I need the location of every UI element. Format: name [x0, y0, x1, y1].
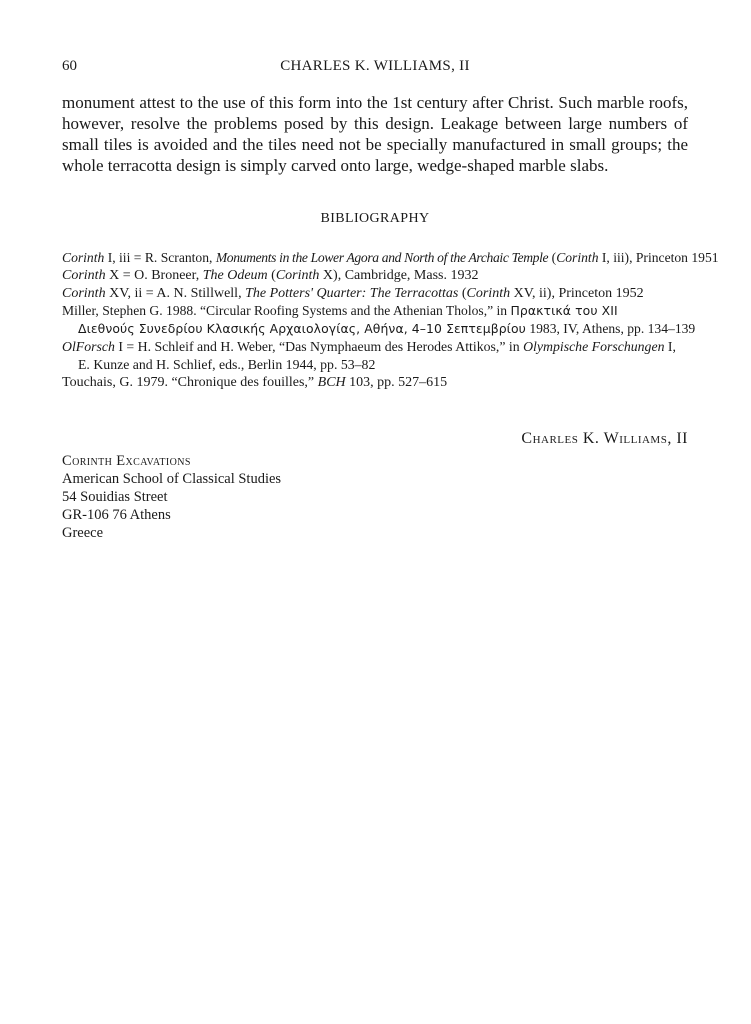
bib-text: Miller, Stephen G. 1988. “Circular Roofing Systems and the Athenian Tholos,” in — [62, 303, 511, 319]
author-signature: Charles K. Williams, II — [521, 430, 688, 447]
bib-continuation — [78, 320, 696, 338]
address-line: American School of Classical Studies — [62, 471, 282, 487]
address-institution: Corinth Excavations — [62, 453, 191, 469]
bib-text: ( — [267, 267, 276, 283]
bib-abbreviation: Corinth — [62, 267, 106, 283]
bib-text: I, iii = R. Scranton, — [104, 250, 216, 265]
bib-abbreviation: Corinth — [62, 285, 106, 301]
bib-greek-title: Πρακτικά του XII — [510, 303, 618, 319]
bib-entry — [62, 374, 692, 392]
bib-abbreviation: Corinth — [62, 250, 105, 265]
bib-text: 1983, IV, Athens, pp. 134–139 — [525, 321, 696, 337]
address-line: GR-106 76 Athens — [62, 507, 171, 523]
bib-text: I, — [664, 338, 676, 354]
bib-title: Olympische Forschungen — [523, 338, 665, 354]
body-paragraph — [62, 92, 688, 176]
bib-greek-title: Διεθνούς Συνεδρίου Κλασικής Αρχαιολογίας, Αθήνα, 4–10 Σεπτεμβρίου — [78, 321, 526, 337]
bib-abbreviation: Corinth — [466, 285, 511, 301]
address-line: Greece — [62, 525, 104, 541]
bib-entry — [62, 302, 696, 338]
address-line: 54 Souidias Street — [62, 489, 168, 505]
bib-text: X = O. Broneer, — [105, 267, 203, 283]
header-author: CHARLES K. WILLIAMS, II — [280, 58, 470, 74]
body-line: whole terracotta design is simply carved onto large, wedge-shaped marble slabs. — [62, 156, 609, 175]
bib-entry — [62, 285, 692, 303]
page-number: 60 — [62, 58, 77, 74]
bibliography-list — [62, 249, 719, 391]
bib-abbreviation: Corinth — [556, 250, 599, 265]
bib-text: 103, pp. 527–615 — [345, 374, 448, 390]
body-line: monument attest to the use of this form into the 1st century after Christ. Such marble roofs, — [62, 93, 688, 112]
bib-entry — [62, 267, 692, 285]
bib-text: X), Cambridge, Mass. 1932 — [319, 267, 479, 283]
bib-title: The Odeum — [202, 267, 268, 283]
bib-title: Monuments in the Lower Agora and North of the Archaic Temple — [215, 250, 549, 265]
bibliography-heading: BIBLIOGRAPHY — [320, 211, 430, 226]
bib-abbreviation: BCH — [317, 374, 346, 390]
bib-text: I = H. Schleif and H. Weber, “Das Nymphaeum des Herodes Attikos,” in — [114, 338, 524, 354]
bib-title: The Potters' Quarter: The Terracottas — [245, 285, 459, 301]
bib-text: XV, ii = A. N. Stillwell, — [105, 285, 246, 301]
bib-abbreviation: OlForsch — [62, 338, 115, 354]
bib-abbreviation: Corinth — [275, 267, 320, 283]
author-address — [62, 452, 281, 542]
bib-entry — [62, 338, 692, 374]
body-line: small tiles is avoided and the tiles need not be specially manufactured in small groups; the — [62, 135, 688, 154]
bib-continuation: E. Kunze and H. Schlief, eds., Berlin 1944, pp. 53–82 — [78, 356, 376, 372]
bib-text: I, iii), Princeton 1951 — [598, 250, 719, 265]
bib-text: XV, ii), Princeton 1952 — [510, 285, 644, 301]
running-header — [62, 58, 688, 80]
bib-entry — [62, 249, 719, 267]
bib-text: ( — [458, 285, 467, 301]
body-line: however, resolve the problems posed by this design. Leakage between large numbers of — [62, 114, 688, 133]
bib-text: ( — [548, 250, 557, 265]
bib-text: Touchais, G. 1979. “Chronique des fouilles,” — [62, 374, 318, 390]
